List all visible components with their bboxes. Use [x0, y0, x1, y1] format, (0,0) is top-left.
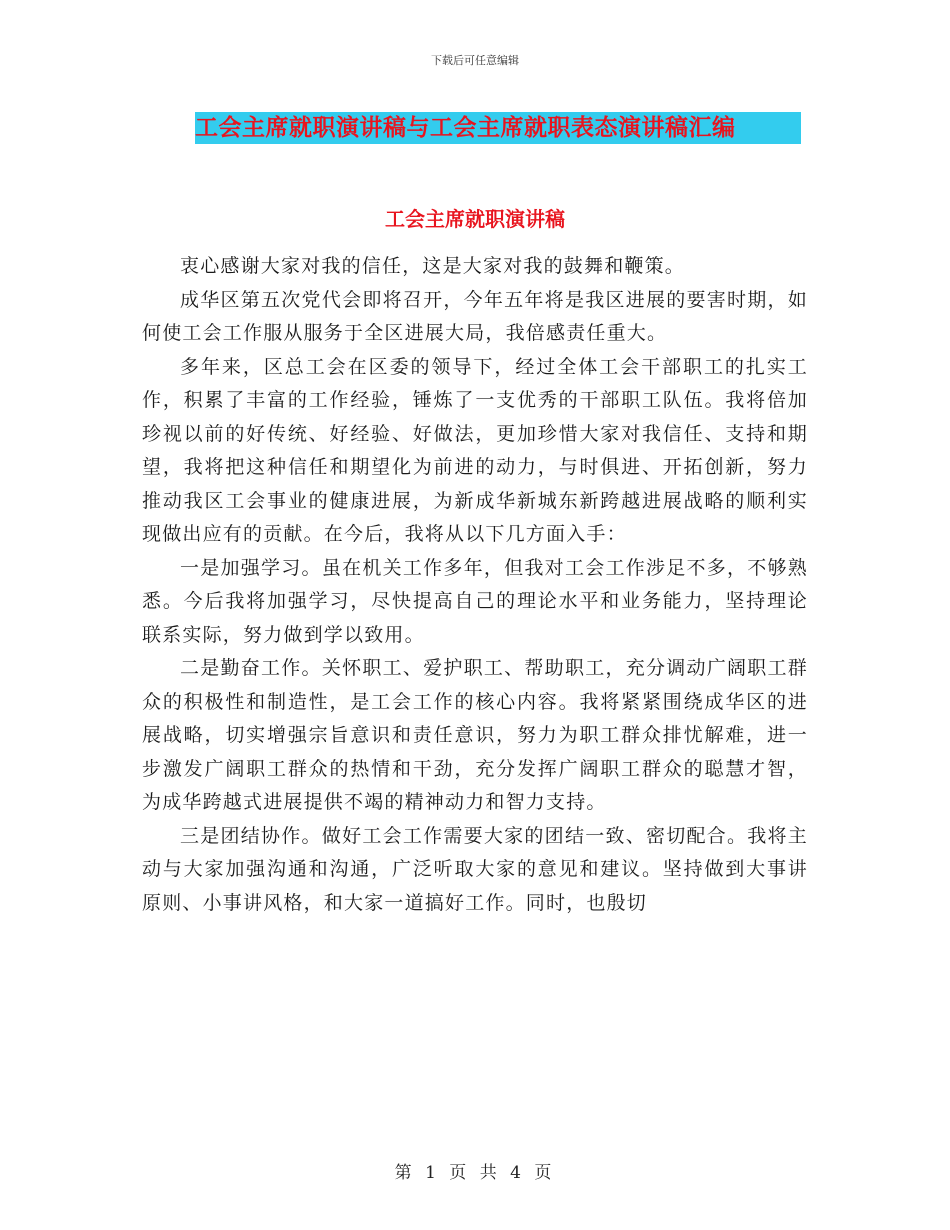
paragraph: 一是加强学习。虽在机关工作多年，但我对工会工作涉足不多，不够熟悉。今后我将加强学习，尽快提高自己的理论水平和业务能力，坚持理论联系实际，努力做到学以致用。	[142, 556, 808, 646]
header-note: 下载后可任意编辑	[431, 54, 519, 67]
paragraph: 三是团结协作。做好工会工作需要大家的团结一致、密切配合。我将主动与大家加强沟通和沟通，广泛听取大家的意见和建议。坚持做到大事讲原则、小事讲风格，和大家一道搞好工作。同时，也殷切	[142, 824, 808, 914]
page-number: 第 1 页 共 4 页	[394, 1163, 556, 1183]
paragraph: 二是勤奋工作。关怀职工、爱护职工、帮助职工，充分调动广阔职工群众的积极性和制造性，是工会工作的核心内容。我将紧紧围绕成华区的进展战略，切实增强宗旨意识和责任意识，努力为职工群众排忧解难，进一步激发广阔职工群众的热情和干劲，充分发挥广阔职工群众的聪慧才智，为成华跨越式进展提供不竭的精神动力和智力支持。	[142, 657, 808, 813]
paragraph: 衷心感谢大家对我的信任，这是大家对我的鼓舞和鞭策。	[180, 255, 686, 277]
main-title: 工会主席就职演讲稿与工会主席就职表态演讲稿汇编	[195, 112, 801, 144]
paragraph: 多年来，区总工会在区委的领导下，经过全体工会干部职工的扎实工作，积累了丰富的工作经验，锤炼了一支优秀的干部职工队伍。我将倍加珍视以前的好传统、好经验、好做法，更加珍惜大家对我信任、支持和期望，我将把这种信任和期望化为前进的动力，与时俱进、开拓创新，努力推动我区工会事业的健康进展，为新成华新城东新跨越进展战略的顺利实现做出应有的贡献。在今后，我将从以下几方面入手：	[142, 355, 808, 545]
paragraph: 成华区第五次党代会即将召开，今年五年将是我区进展的要害时期，如何使工会工作服从服务于全区进展大局，我倍感责任重大。	[142, 288, 808, 344]
body-text	[142, 250, 808, 920]
section-title: 工会主席就职演讲稿	[385, 207, 565, 231]
